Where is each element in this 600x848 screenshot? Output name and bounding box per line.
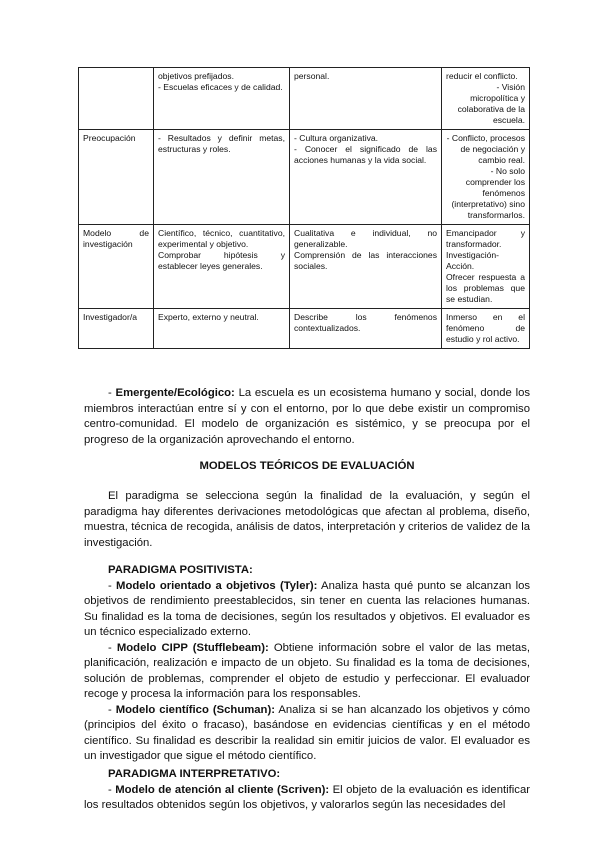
table-row <box>79 225 530 309</box>
section-title: MODELOS TEÓRICOS DE EVALUACIÓN <box>199 460 415 472</box>
table-cell-interpretive <box>290 130 442 225</box>
cell-line: objetivos prefijados. <box>158 71 234 81</box>
item-term: Modelo científico (Schuman): <box>115 703 275 716</box>
positivista-item: - Modelo CIPP (Stufflebeam): Obtiene información sobre el valor de las metas, planificación, realización e impacto de un objeto. Su finalidad es la toma de decisiones, solución de problemas, comprender el objeto de estudio y perfeccionar. El evaluador recoge y procesa la información para los responsables. <box>84 641 530 700</box>
cell-line: - Conflicto, procesos de negociación y cambio real. <box>446 133 525 165</box>
table-cell-sociocritical <box>442 68 530 130</box>
positivista-block <box>84 563 530 765</box>
table-cell-label <box>79 309 154 349</box>
cell-line: - Conocer el significado de las acciones humanas y la vida social. <box>294 144 437 165</box>
emergente-term: Emergente/Ecológico: <box>115 387 235 399</box>
interpretativo-title: PARADIGMA INTERPRETATIVO: <box>108 768 281 780</box>
table-cell-sociocritical <box>442 130 530 225</box>
item-text: Obtiene información sobre el valor de las metas, planificación, realización e impacto de un objeto. Su finalidad es la toma de decisiones, solución de problemas, comprender el objeto de estudio y perfeccionar. El evaluador recoge y procesa la información para los responsables. <box>84 641 530 700</box>
table-cell-label <box>79 225 154 309</box>
cell-line: - Escuelas eficaces y de calidad. <box>158 82 283 92</box>
cell-line: Emancipador y transformador. <box>446 228 525 249</box>
table-cell-sociocritical <box>442 309 530 349</box>
positivista-item: - Modelo orientado a objetivos (Tyler): Analiza hasta qué punto se alcanzan los objetivos de rendimiento preestablecidos, sin tener en cuenta las relaciones humanas. Su finalidad es la toma de decisiones, según los resultados y objetivos. El evaluador es un técnico especializado externo. <box>84 579 531 638</box>
positivista-title: PARADIGMA POSITIVISTA: <box>108 564 253 576</box>
interpretativo-item: - Modelo de atención al cliente (Scriven): El objeto de la evaluación es identificar los resultados obtenidos según los objetivos, y valorarlos según las necesidades del <box>84 783 530 811</box>
cell-line: - Resultados y definir metas, estructuras y roles. <box>158 133 285 154</box>
table-cell-positivist <box>154 130 290 225</box>
item-text: Analiza hasta qué punto se alcanzan los objetivos de rendimiento preestablecidos, sin tener en cuenta las relaciones humanas. Su finalidad es la toma de decisiones, según los resultados y objetivos. El evaluador es un técnico especializado externo. <box>84 579 531 638</box>
table-cell-label <box>79 130 154 225</box>
table-cell-positivist <box>154 309 290 349</box>
row-label: Investigador/a <box>83 312 137 322</box>
paradigm-comparison-table <box>78 67 530 349</box>
intro-block <box>84 489 530 551</box>
cell-line: Experto, externo y neutral. <box>158 312 259 322</box>
table-row <box>79 130 530 225</box>
positivista-item: - Modelo científico (Schuman): Analiza si se han alcanzado los objetivos y cómo (principios del éxito o fracaso), basándose en evidencias científicas y en el método científico. Su finalidad es describir la realidad sin emitir juicios de valor. El evaluador es un investigador que sigue el método científico. <box>84 703 530 762</box>
interpretativo-block <box>84 767 530 814</box>
table-row <box>79 309 530 349</box>
cell-line: - No solo comprender los fenómenos (interpretativo) sino transformarlos. <box>451 166 525 220</box>
emergente-block <box>84 386 530 448</box>
table-row <box>79 68 530 130</box>
item-term: Modelo CIPP (Stufflebeam): <box>116 641 269 654</box>
table-cell-sociocritical <box>442 225 530 309</box>
cell-line: - Cultura organizativa. <box>294 133 379 143</box>
table-cell-label <box>79 68 154 130</box>
table-cell-interpretive <box>290 309 442 349</box>
item-term: Modelo de atención al cliente (Scriven): <box>115 783 330 796</box>
cell-line: - Visión micropolítica y colaborativa de la escuela. <box>457 82 525 125</box>
emergente-paragraph: - Emergente/Ecológico: La escuela es un ecosistema humano y social, donde los miembros interactúan entre sí y con el entorno, por lo que debe existir un compromiso centro-comunidad. El modelo de organización es sistémico, y se preocupa por el progreso de la organización aprovechando el entorno. <box>84 387 531 446</box>
cell-line: Ofrecer respuesta a los problemas que se estudian. <box>446 272 525 304</box>
cell-line: personal. <box>294 71 330 81</box>
item-text: Analiza si se han alcanzado los objetivos y cómo (principios del éxito o fracaso), basándose en evidencias científicas y en el método científico. Su finalidad es describir la realidad sin emitir juicios de valor. El evaluador es un investigador que sigue el método científico. <box>84 703 530 762</box>
cell-line: Inmerso en el fenómeno de estudio y rol activo. <box>446 312 525 344</box>
table-cell-positivist <box>154 68 290 130</box>
intro-paragraph: El paradigma se selecciona según la finalidad de la evaluación, y según el paradigma hay diferentes derivaciones metodológicas que afectan al problema, diseño, muestra, técnica de recogida, análisis de datos, interpretación y criterios de validez de la investigación. <box>84 490 530 549</box>
cell-line: Científico, técnico, cuantitativo, experimental y objetivo. <box>158 228 285 249</box>
table-cell-interpretive <box>290 68 442 130</box>
cell-line: Investigación-Acción. <box>446 250 500 271</box>
table-cell-positivist <box>154 225 290 309</box>
emergente-text: La escuela es un ecosistema humano y social, donde los miembros interactúan entre sí y con el entorno, por lo que debe existir un compromiso centro-comunidad. El modelo de organización es sistémico, y se preocupa por el progreso de la organización aprovechando el entorno. <box>84 387 531 446</box>
cell-line: Describe los fenómenos contextualizados. <box>294 312 437 333</box>
cell-line: reducir el conflicto. <box>446 71 518 81</box>
cell-line: Comprobar hipótesis y establecer leyes generales. <box>158 250 285 271</box>
row-label: Preocupación <box>83 133 136 143</box>
item-term: Modelo orientado a objetivos (Tyler): <box>116 579 318 592</box>
cell-line: Cualitativa e individual, no generalizable. <box>294 228 437 249</box>
cell-line: Comprensión de las interacciones sociales. <box>294 250 437 271</box>
section-title-block <box>84 459 530 475</box>
row-label: Modelo de investigación <box>83 228 149 249</box>
table-cell-interpretive <box>290 225 442 309</box>
item-text: El objeto de la evaluación es identificar los resultados obtenidos según los objetivos, y valorarlos según las necesidades del <box>84 783 530 811</box>
